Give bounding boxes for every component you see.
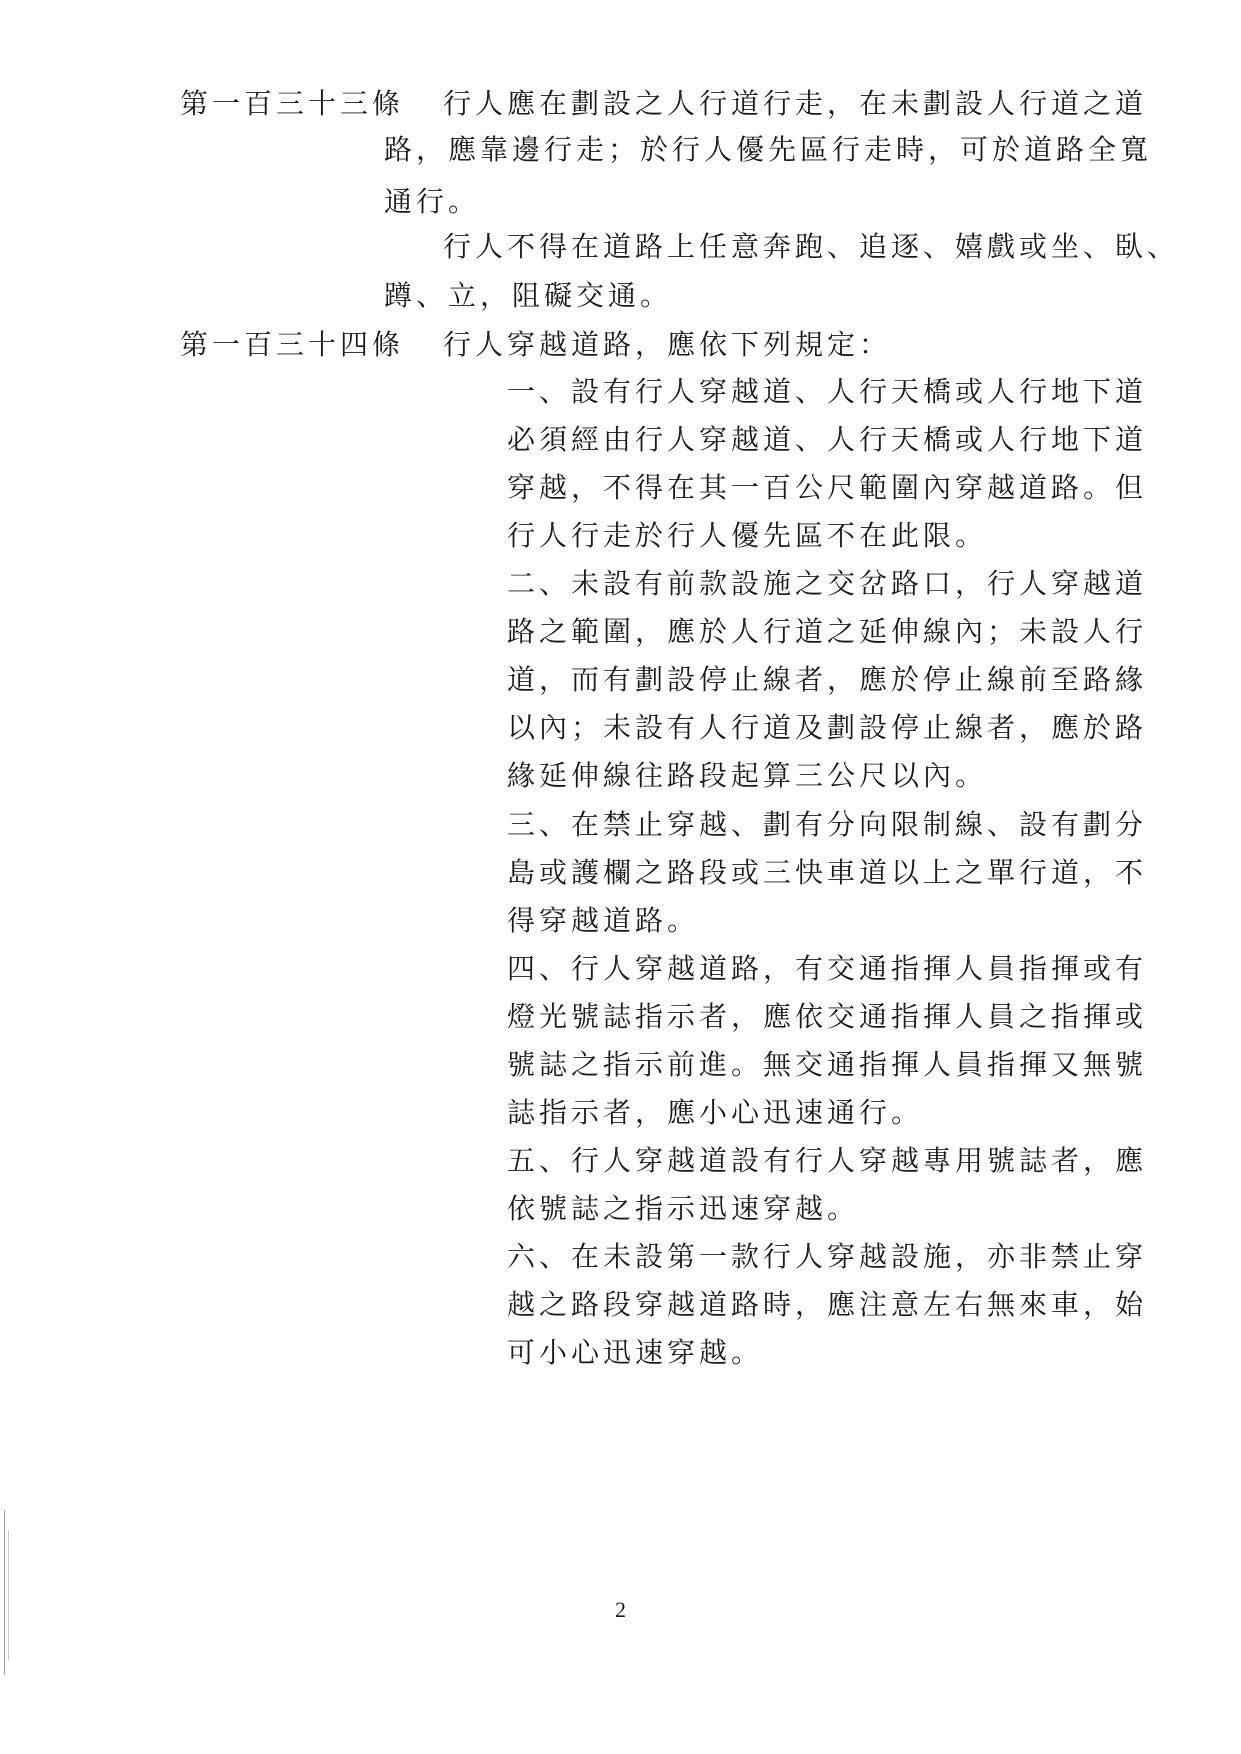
article-134-item-line: 六、在未設第一款行人穿越設施，亦非禁止穿 bbox=[507, 1240, 1148, 1273]
article-134-item-line: 二、未設有前款設施之交岔路口，行人穿越道 bbox=[507, 567, 1148, 600]
article-134-item-line: 路之範圍，應於人行道之延伸線內；未設人行 bbox=[507, 615, 1148, 648]
article-134-item-line: 四、行人穿越道路，有交通指揮人員指揮或有 bbox=[507, 952, 1148, 985]
article-134-item-line: 道，而有劃設停止線者，應於停止線前至路緣 bbox=[507, 663, 1148, 696]
article-134-item-line: 必須經由行人穿越道、人行天橋或人行地下道 bbox=[507, 423, 1148, 456]
scan-edge-mark bbox=[4, 1510, 5, 1675]
article-134-item-line: 得穿越道路。 bbox=[507, 904, 700, 937]
article-133-line: 蹲、立，阻礙交通。 bbox=[384, 279, 673, 312]
page-number: 2 bbox=[615, 1597, 626, 1622]
article-134-item-line: 號誌之指示前進。無交通指揮人員指揮又無號 bbox=[507, 1048, 1148, 1081]
article-134-item-line: 緣延伸線往路段起算三公尺以內。 bbox=[507, 759, 988, 792]
article-133-line: 行人應在劃設之人行道行走，在未劃設人行道之道 bbox=[443, 87, 1148, 120]
article-133-line: 路，應靠邊行走；於行人優先區行走時，可於道路全寬 bbox=[384, 133, 1153, 166]
article-134-item-line: 五、行人穿越道設有行人穿越專用號誌者，應 bbox=[507, 1144, 1148, 1177]
article-134-item-line: 誌指示者，應小心迅速通行。 bbox=[507, 1096, 924, 1129]
article-134-item-line: 一、設有行人穿越道、人行天橋或人行地下道 bbox=[507, 375, 1148, 408]
article-134-item-line: 依號誌之指示迅速穿越。 bbox=[507, 1192, 860, 1225]
article-133-line: 通行。 bbox=[384, 185, 481, 218]
scan-edge-mark bbox=[8, 1530, 9, 1660]
article-134-item-line: 以內；未設有人行道及劃設停止線者，應於路 bbox=[507, 711, 1148, 744]
article-134-item-line: 可小心迅速穿越。 bbox=[507, 1336, 764, 1369]
article-134-item-line: 三、在禁止穿越、劃有分向限制線、設有劃分 bbox=[507, 808, 1148, 841]
article-134-item-line: 島或護欄之路段或三快車道以上之單行道，不 bbox=[507, 856, 1148, 889]
article-134-item-line: 越之路段穿越道路時，應注意左右無來車，始 bbox=[507, 1288, 1148, 1321]
article-134-item-line: 行人行走於行人優先區不在此限。 bbox=[507, 519, 988, 552]
article-133-line: 行人不得在道路上任意奔跑、追逐、嬉戲或坐、臥、 bbox=[443, 230, 1180, 263]
article-133-number: 第一百三十三條 bbox=[180, 87, 405, 120]
article-134-item-line: 穿越，不得在其一百公尺範圍內穿越道路。但 bbox=[507, 471, 1148, 504]
article-134-intro: 行人穿越道路，應依下列規定： bbox=[443, 328, 892, 361]
article-134-number: 第一百三十四條 bbox=[180, 328, 405, 361]
article-134-item-line: 燈光號誌指示者，應依交通指揮人員之指揮或 bbox=[507, 1000, 1148, 1033]
